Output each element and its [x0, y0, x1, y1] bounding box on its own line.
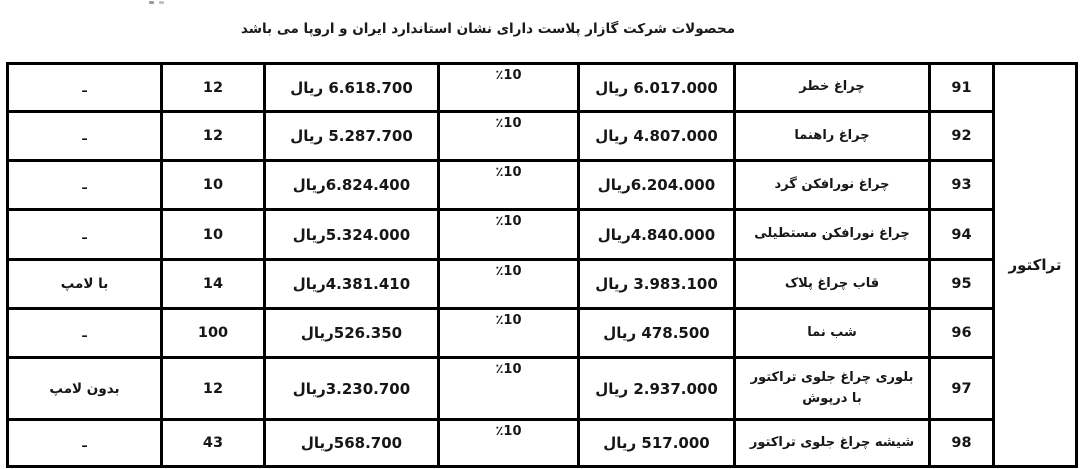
vat-percent-value: ٪10	[495, 264, 522, 279]
page-title: محصولات شرکت گازار پلاست دارای نشان استاندارد ایران و اروپا می باشد	[240, 21, 736, 37]
base-price-cell: 6.204.000ریال	[579, 161, 735, 210]
base-price-cell: 2.937.000 ریال	[579, 358, 735, 420]
vat-percent-cell	[439, 420, 579, 467]
vat-percent-value: ٪10	[495, 214, 522, 229]
table-row	[8, 260, 1077, 309]
quantity-cell: 12	[162, 112, 265, 161]
note-cell: ـ	[8, 161, 162, 210]
row-number-cell: 91	[930, 64, 994, 112]
total-price-cell: 6.824.400ریال	[265, 161, 439, 210]
row-number-cell: 97	[930, 358, 994, 420]
product-name-cell: شب نما	[735, 309, 930, 358]
quantity-cell: 12	[162, 358, 265, 420]
vat-percent-cell	[439, 309, 579, 358]
product-name-cell: چراغ خطر	[735, 64, 930, 112]
vat-percent-cell	[439, 112, 579, 161]
note-cell: ـ	[8, 112, 162, 161]
quantity-cell: 100	[162, 309, 265, 358]
vat-percent-cell	[439, 358, 579, 420]
scan-artifact-specks	[149, 1, 154, 4]
table-row	[8, 210, 1077, 260]
quantity-cell: 10	[162, 210, 265, 260]
vat-percent-cell	[439, 260, 579, 309]
vat-percent-value: ٪10	[495, 313, 522, 328]
table-row	[8, 64, 1077, 112]
note-cell: ـ	[8, 210, 162, 260]
vat-percent-cell	[439, 64, 579, 112]
quantity-cell: 43	[162, 420, 265, 467]
note-cell: ـ	[8, 64, 162, 112]
row-number-cell: 96	[930, 309, 994, 358]
row-number-cell: 95	[930, 260, 994, 309]
product-name-cell: چراغ نورافکن گرد	[735, 161, 930, 210]
total-price-cell: 5.287.700 ریال	[265, 112, 439, 161]
total-price-cell: 3.230.700ریال	[265, 358, 439, 420]
product-name-cell: قاب چراغ پلاک	[735, 260, 930, 309]
price-table	[6, 62, 1078, 468]
vat-percent-value: ٪10	[495, 362, 522, 377]
vat-percent-cell	[439, 210, 579, 260]
product-name-cell: چراغ راهنما	[735, 112, 930, 161]
base-price-cell: 4.840.000ریال	[579, 210, 735, 260]
category-cell: تراکتور	[994, 64, 1077, 467]
base-price-cell: 478.500 ریال	[579, 309, 735, 358]
total-price-cell: 5.324.000ریال	[265, 210, 439, 260]
total-price-cell: 526.350ریال	[265, 309, 439, 358]
product-name-cell: شیشه چراغ جلوی تراکتور	[735, 420, 930, 467]
note-cell: با لامپ	[8, 260, 162, 309]
table-row	[8, 358, 1077, 420]
product-name-cell: چراغ نورافکن مستطیلی	[735, 210, 930, 260]
note-cell: ـ	[8, 309, 162, 358]
row-number-cell: 94	[930, 210, 994, 260]
row-number-cell: 98	[930, 420, 994, 467]
base-price-cell: 6.017.000 ریال	[579, 64, 735, 112]
quantity-cell: 12	[162, 64, 265, 112]
vat-percent-cell	[439, 161, 579, 210]
product-name-cell: بلوری چراغ جلوی تراکتور با درپوش	[735, 358, 930, 420]
quantity-cell: 10	[162, 161, 265, 210]
total-price-cell: 568.700ریال	[265, 420, 439, 467]
note-cell: ـ	[8, 420, 162, 467]
total-price-cell: 4.381.410ریال	[265, 260, 439, 309]
total-price-cell: 6.618.700 ریال	[265, 64, 439, 112]
base-price-cell: 4.807.000 ریال	[579, 112, 735, 161]
row-number-cell: 92	[930, 112, 994, 161]
base-price-cell: 517.000 ریال	[579, 420, 735, 467]
vat-percent-value: ٪10	[495, 68, 522, 83]
vat-percent-value: ٪10	[495, 165, 522, 180]
table-row	[8, 161, 1077, 210]
row-number-cell: 93	[930, 161, 994, 210]
table-row	[8, 309, 1077, 358]
table-row	[8, 420, 1077, 467]
quantity-cell: 14	[162, 260, 265, 309]
vat-percent-value: ٪10	[495, 116, 522, 131]
table-row	[8, 112, 1077, 161]
vat-percent-value: ٪10	[495, 424, 522, 439]
base-price-cell: 3.983.100 ریال	[579, 260, 735, 309]
note-cell: بدون لامپ	[8, 358, 162, 420]
